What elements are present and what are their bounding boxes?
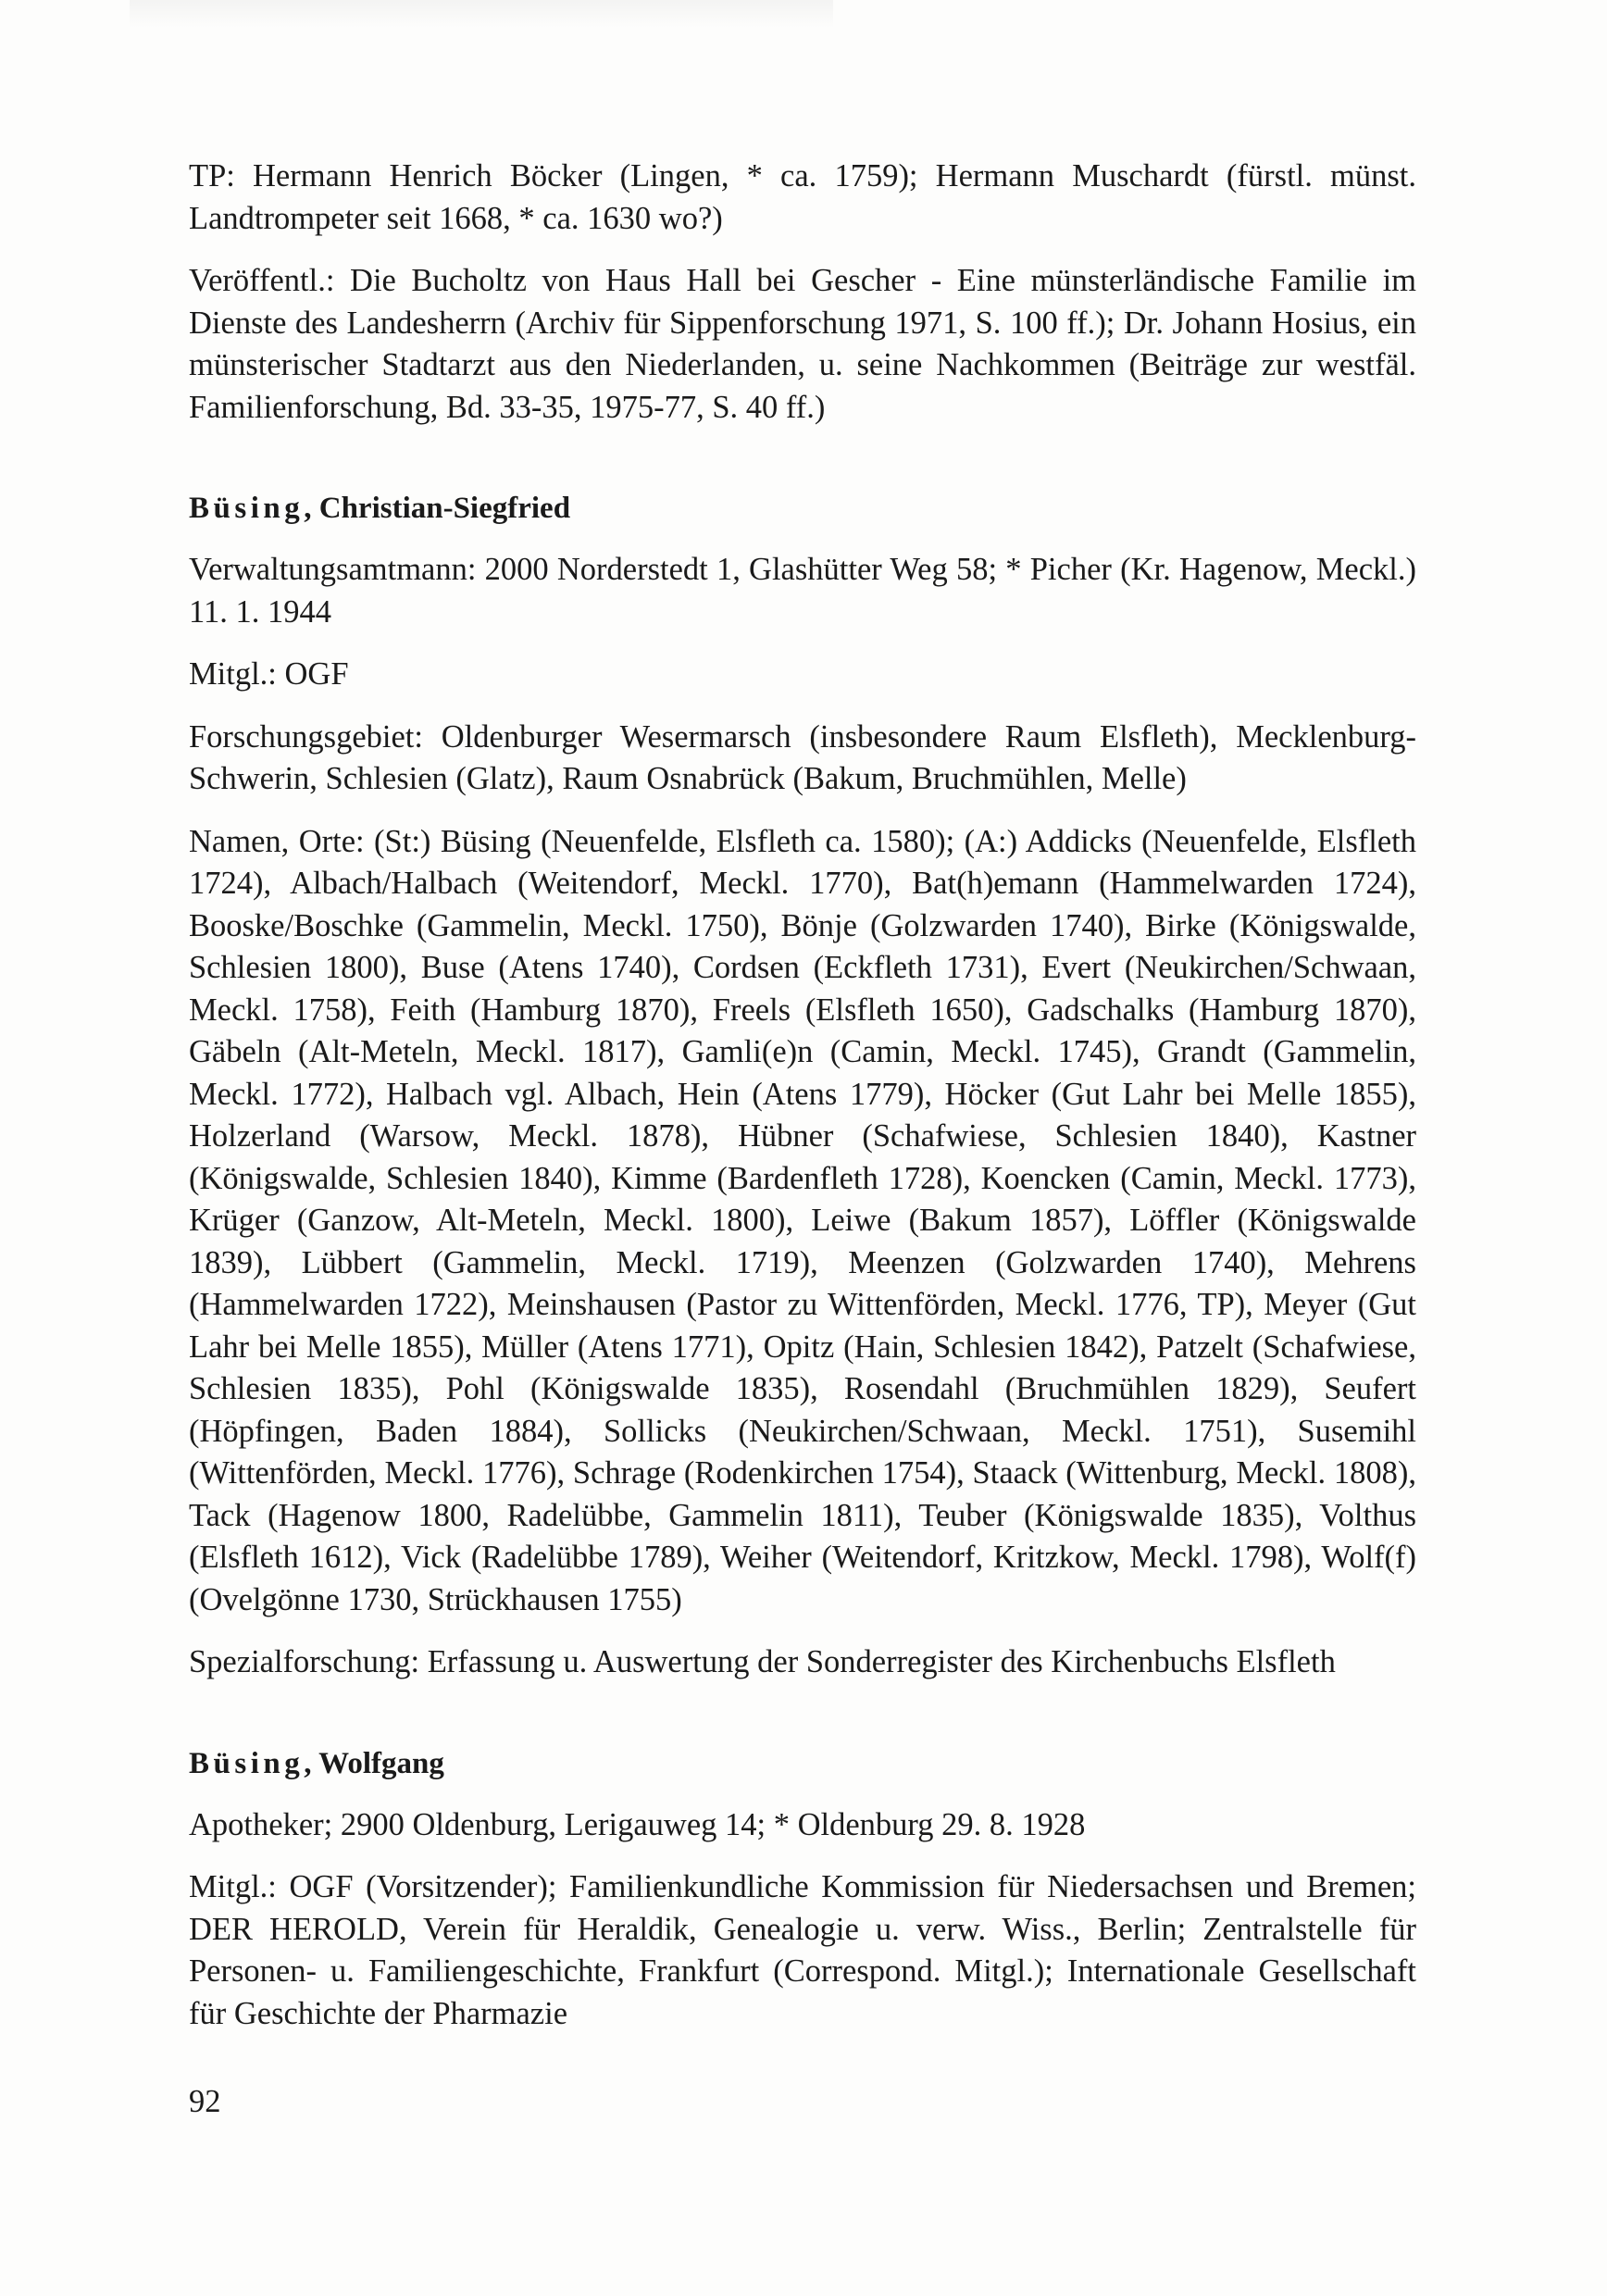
entry-surname: Büsing bbox=[189, 1746, 305, 1780]
publications-paragraph: Veröffentl.: Die Bucholtz von Haus Hall bei Gescher - Eine münsterländische Familie im Dienste des Landesherrn (Archiv für Sippenforschung 1971, S. 100 ff.); Dr. Johann Hosius, ein münsterischer Stadtarzt aus den Niederlanden, u. seine Nachkommen (Beiträge zur westfäl. Familienforschung, Bd. 33-35, 1975-77, S. 40 ff.) bbox=[189, 263, 1416, 425]
membership-paragraph: Mitgl.: OGF bbox=[189, 656, 349, 692]
occupation-address-paragraph: Verwaltungsamtmann: 2000 Norderstedt 1, Glashütter Weg 58; * Picher (Kr. Hagenow, Meckl.) 11. 1. 1944 bbox=[189, 552, 1416, 630]
occupation-address-paragraph: Apotheker; 2900 Oldenburg, Lerigauweg 14; * Oldenburg 29. 8. 1928 bbox=[189, 1806, 1086, 1842]
entry-buesing-christian-siegfried bbox=[189, 488, 1416, 1684]
entry-given-name: , Wolfgang bbox=[304, 1746, 444, 1780]
page-number: 92 bbox=[189, 2084, 221, 2119]
membership-paragraph: Mitgl.: OGF (Vorsitzender); Familienkundliche Kommission für Niedersachsen und Bremen; DER HEROLD, Verein für Heraldik, Genealogie u. verw. Wiss., Berlin; Zentralstelle für Personen- u. Familiengeschichte, Frankfurt (Correspond. Mitgl.); Internationale Gesellschaft für Geschichte der Pharmazie bbox=[189, 1869, 1416, 2031]
tp-paragraph: TP: Hermann Henrich Böcker (Lingen, * ca. 1759); Hermann Muschardt (fürstl. münst. Landtrompeter seit 1668, * ca. 1630 wo?) bbox=[189, 158, 1416, 236]
entry-heading bbox=[189, 1743, 1416, 1784]
research-area-paragraph: Forschungsgebiet: Oldenburger Wesermarsch (insbesondere Raum Elsfleth), Mecklenburg-Schwerin, Schlesien (Glatz), Raum Osnabrück (Bakum, Bruchmühlen, Melle) bbox=[189, 718, 1416, 796]
entry-buesing-wolfgang bbox=[189, 1743, 1416, 2036]
text-column bbox=[189, 156, 1416, 2055]
names-places-paragraph: Namen, Orte: (St:) Büsing (Neuenfelde, Elsfleth ca. 1580); (A:) Addicks (Neuenfelde, Elsfleth 1724), Albach/Halbach (Weitendorf, Meckl. 1770), Bat(h)emann (Hammelwarden 1724), Booske/Boschke (Gammelin, Meckl. 1750), Bönje (Golzwarden 1740), Birke (Königswalde, Schlesien 1800), Buse (Atens 1740), Cordsen (Eckfleth 1731), Evert (Neukirchen/Schwaan, Meckl. 1758), Feith (Hamburg 1870), Freels (Elsfleth 1650), Gadschalks (Hamburg 1870), Gäbeln (Alt-Meteln, Meckl. 1817), Gamli(e)n (Camin, Meckl. 1745), Grandt (Gammelin, Meckl. 1772), Halbach vgl. Albach, Hein (Atens 1779), Höcker (Gut Lahr bei Melle 1855), Holzerland (Warsow, Meckl. 1878), Hübner (Schafwiese, Schlesien 1840), Kastner (Königswalde, Schlesien 1840), Kimme (Bardenfleth 1728), Koencken (Camin, Meckl. 1773), Krüger (Ganzow, Alt-Meteln, Meckl. 1800), Leiwe (Bakum 1857), Löffler (Königswalde 1839), Lübbert (Gammelin, Meckl. 1719), Meenzen (Golzwarden 1740), Mehrens (Hammelwarden 1722), Meinshausen (Pastor zu Wittenförden, Meckl. 1776, TP), Meyer (Gut Lahr bei Melle 1855), Müller (Atens 1771), Opitz (Hain, Schlesien 1842), Patzelt (Schafwiese, Schlesien 1835), Pohl (Königswalde 1835), Rosendahl (Bruchmühlen 1829), Seufert (Höpfingen, Baden 1884), Sollicks (Neukirchen/Schwaan, Meckl. 1751), Susemihl (Wittenförden, Meckl. 1776), Schrage (Rodenkirchen 1754), Staack (Wittenburg, Meckl. 1808), Tack (Hagenow 1800, Radelübbe, Gammelin 1811), Teuber (Königswalde 1835), Volthus (Elsfleth 1612), Vick (Radelübbe 1789), Weiher (Weitendorf, Kritzkow, Meckl. 1798), Wolf(f) (Ovelgönne 1730, Strückhausen 1755) bbox=[189, 823, 1416, 1617]
entry-given-name: , Christian-Siegfried bbox=[304, 492, 571, 525]
entry-surname: Büsing bbox=[189, 492, 305, 525]
special-research-paragraph: Spezialforschung: Erfassung u. Auswertung der Sonderregister des Kirchenbuchs Elsfleth bbox=[189, 1644, 1336, 1679]
entry-heading bbox=[189, 488, 1416, 529]
scan-artifact bbox=[130, 0, 833, 28]
